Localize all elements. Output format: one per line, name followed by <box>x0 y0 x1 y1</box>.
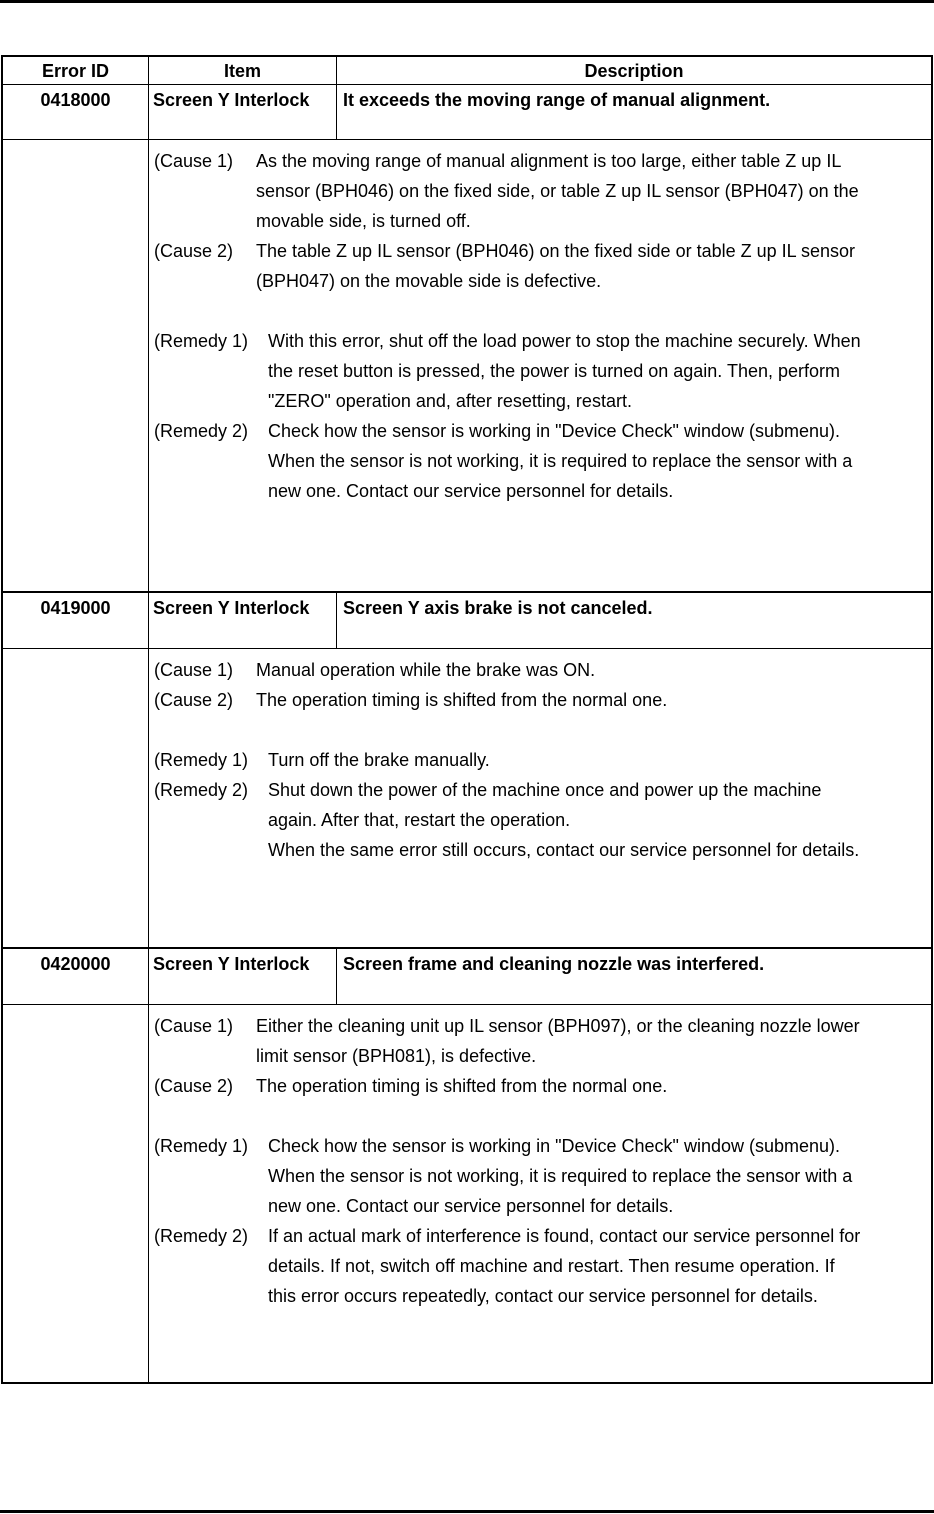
table-header <box>3 57 931 85</box>
empty-cell <box>3 649 149 947</box>
error-id: 0420000 <box>3 949 149 1004</box>
cause-line: sensor (BPH046) on the fixed side, or table Z up IL sensor (BPH047) on the <box>256 181 859 201</box>
remedy-line: Check how the sensor is working in "Device Check" window (submenu). <box>268 421 841 441</box>
cause-line: limit sensor (BPH081), is defective. <box>256 1046 537 1066</box>
remedy-line: Check how the sensor is working in "Device Check" window (submenu). <box>268 1136 841 1156</box>
remedy-label: (Remedy 2) <box>154 1226 249 1246</box>
remedy <box>154 326 931 416</box>
remedy-line: Turn off the brake manually. <box>268 750 490 770</box>
bottom-rule <box>0 1510 934 1513</box>
remedy-line: When the sensor is not working, it is required to replace the sensor with a <box>268 1166 853 1186</box>
remedy-label: (Remedy 1) <box>154 1136 249 1156</box>
empty-cell <box>3 1005 149 1382</box>
error-item: Screen Y Interlock <box>149 949 337 1004</box>
cause-line: movable side, is turned off. <box>256 211 471 231</box>
remedy-line: again. After that, restart the operation. <box>268 810 571 830</box>
cause <box>154 236 931 296</box>
remedy-line: When the sensor is not working, it is required to replace the sensor with a <box>268 451 853 471</box>
remedy-line: "ZERO" operation and, after resetting, restart. <box>268 391 632 411</box>
cause-line: As the moving range of manual alignment is too large, either table Z up IL <box>256 151 842 171</box>
cause-line: (BPH047) on the movable side is defective. <box>256 271 602 291</box>
cause <box>154 146 931 236</box>
remedy-line: the reset button is pressed, the power is turned on again. Then, perform <box>268 361 841 381</box>
remedy-label: (Remedy 1) <box>154 750 249 770</box>
remedy-line: If an actual mark of interference is found, contact our service personnel for <box>268 1226 861 1246</box>
remedy-line: details. If not, switch off machine and restart. Then resume operation. If <box>268 1256 835 1276</box>
empty-cell <box>3 140 149 591</box>
cause-label: (Cause 1) <box>154 151 234 171</box>
remedy-label: (Remedy 1) <box>154 331 249 351</box>
top-rule <box>0 0 934 3</box>
remedy-line: new one. Contact our service personnel for details. <box>268 1196 674 1216</box>
error-description: It exceeds the moving range of manual alignment. <box>343 90 771 110</box>
remedy <box>154 775 931 865</box>
header-description: Description <box>584 61 684 81</box>
cause-label: (Cause 1) <box>154 660 234 680</box>
remedy-line: When the same error still occurs, contact our service personnel for details. <box>268 840 860 860</box>
remedy <box>154 745 931 775</box>
cause <box>154 685 931 715</box>
remedy-label: (Remedy 2) <box>154 421 249 441</box>
remedy <box>154 416 931 506</box>
error-title-row <box>3 85 931 140</box>
cause-label: (Cause 2) <box>154 1076 234 1096</box>
detail-cell <box>149 649 931 947</box>
remedy <box>154 1131 931 1221</box>
error-description: Screen Y axis brake is not canceled. <box>343 598 653 618</box>
cause-line: The operation timing is shifted from the normal one. <box>256 1076 668 1096</box>
error-item: Screen Y Interlock <box>149 85 337 139</box>
detail-cell <box>149 1005 931 1382</box>
remedy <box>154 1221 931 1311</box>
cause-line: The table Z up IL sensor (BPH046) on the fixed side or table Z up IL sensor <box>256 241 855 261</box>
cause <box>154 655 931 685</box>
remedy-line: new one. Contact our service personnel for details. <box>268 481 674 501</box>
cause-label: (Cause 2) <box>154 690 234 710</box>
error-detail-row <box>3 649 931 949</box>
remedy-line: With this error, shut off the load power to stop the machine securely. When <box>268 331 861 351</box>
cause-line: Manual operation while the brake was ON. <box>256 660 596 680</box>
remedy-line: this error occurs repeatedly, contact our service personnel for details. <box>268 1286 818 1306</box>
cause-label: (Cause 2) <box>154 241 234 261</box>
detail-cell <box>149 140 931 591</box>
cause <box>154 1071 931 1101</box>
error-id: 0418000 <box>3 85 149 139</box>
error-detail-row <box>3 140 931 593</box>
cause-line: Either the cleaning unit up IL sensor (BPH097), or the cleaning nozzle lower <box>256 1016 860 1036</box>
cause-label: (Cause 1) <box>154 1016 234 1036</box>
error-description: Screen frame and cleaning nozzle was interfered. <box>343 954 765 974</box>
cause <box>154 1011 931 1071</box>
error-table <box>1 55 933 1384</box>
error-id: 0419000 <box>3 593 149 648</box>
remedy-label: (Remedy 2) <box>154 780 249 800</box>
header-item: Item <box>149 57 337 84</box>
error-title-row <box>3 593 931 649</box>
error-title-row <box>3 949 931 1005</box>
error-item: Screen Y Interlock <box>149 593 337 648</box>
remedy-line: Shut down the power of the machine once and power up the machine <box>268 780 822 800</box>
header-error-id: Error ID <box>3 57 149 84</box>
cause-line: The operation timing is shifted from the normal one. <box>256 690 668 710</box>
error-detail-row <box>3 1005 931 1382</box>
